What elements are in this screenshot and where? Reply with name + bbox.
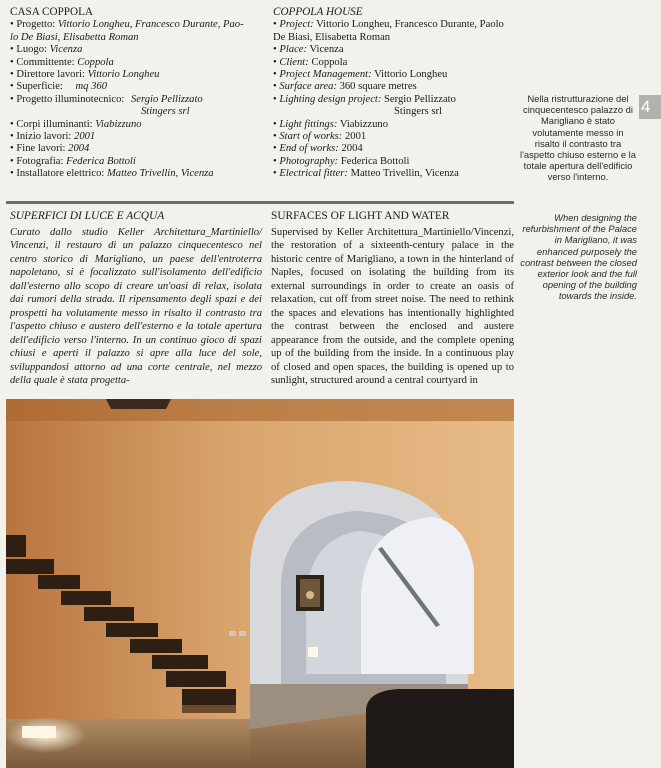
interior-photograph [6, 399, 514, 768]
spec-row-continuation: lo De Biasi, Elisabetta Roman [10, 31, 139, 43]
spec-row: • Start of works: 2001 [273, 131, 367, 143]
caption-english: When designing the refurbishment of the Palace in Marigliano, it was enhanced purposely the contrast between the closed exterior look and the full opening of the building towards the inside. [520, 212, 637, 302]
article-body-english: Supervised by Keller Architettura_Martiniello/Vincenzi, the restoration of a sixteenth-century palace in the historic centre of Marigliano, a town in the hinterland of Naples, focused on isolating the building from its external surroundings in order to create an oasis of relaxation, cut off from street noise. The need to rethink the spaces and elevations has intentionally highlighted the contrast between the enclosed and austere appearance from the outside, and the complete opening up of the building from the inside. In a continuous play of closed and open spaces, the building is opened up to sunlight, structured around a central courtyard in [271, 226, 514, 386]
page-number-tab: 4 [639, 95, 661, 119]
spec-row: • Surface area: 360 square metres [273, 81, 417, 93]
spec-title-italian: CASA COPPOLA [10, 6, 93, 18]
spec-row: • Project Management: Vittorio Longheu [273, 69, 448, 81]
spec-title-english: COPPOLA HOUSE [273, 6, 363, 18]
caption-italian: Nella ristrutturazione del cinquecentesco palazzo di Marigliano è stato volutamente messo in risalto il contrasto tra l'aspetto chiuso esterno e la totale apertura dell'edificio verso l'interno. [520, 93, 636, 183]
spec-row: • Superficie: mq 360 [10, 81, 107, 93]
spec-row: • Progetto illuminotecnico: Sergio Pellizzato [10, 93, 203, 105]
spec-row: • Electrical fitter: Matteo Trivellin, Vicenza [273, 168, 459, 180]
spec-row-continuation: De Biasi, Elisabetta Roman [273, 31, 391, 43]
spec-row: • Installatore elettrico: Matteo Trivellin, Vicenza [10, 168, 214, 180]
article-english [271, 210, 514, 388]
article-title-english: SURFACES OF LIGHT AND WATER [271, 210, 450, 222]
spec-row: • Lighting design project: Sergio Pellizzato [273, 93, 456, 105]
spec-row-continuation: Stingers srl [394, 106, 442, 118]
spec-row: • Fine lavori: 2004 [10, 143, 90, 155]
spec-row: • Place: Vicenza [273, 44, 344, 56]
article-title-italian: SUPERFICI DI LUCE E ACQUA [10, 210, 165, 222]
spec-row: • Client: Coppola [273, 56, 348, 68]
spec-row-continuation: Stingers srl [141, 106, 190, 118]
spec-row: • Project: Vittorio Longheu, Francesco Durante, Paolo [273, 19, 504, 31]
spec-row: • Progetto: Vittorio Longheu, Francesco Durante, Pao- [10, 19, 244, 31]
spec-row: • Corpi illuminanti: Viabizzuno [10, 118, 142, 130]
spec-list-italian [10, 6, 265, 181]
spec-row: • Inizio lavori: 2001 [10, 131, 96, 143]
spec-row: • Direttore lavori: Vittorio Longheu [10, 69, 160, 81]
spec-list-english [273, 6, 518, 181]
article-body-italian: Curato dallo studio Keller Architettura_Martiniello/ Vincenzi, il restauro di un palazzo cinquecentesco nel centro storico di Marigliano, un paese dell'entroterra napoletano, si è focalizzato sull'isolamento dell'edificio dall'esterno allo scopo di creare un'oasi di relax, isolata dai rumori della strada. Il ripensamento degli spazi e dei prospetti ha volutamente messo in risalto il contrasto tra l'aspetto chiuso e austero dell'esterno e la totale apertura dell'edificio verso l'interno. In un continuo gioco di spazi chiusi e aperti il palazzo si apre alla luce del sole, sviluppandosi attorno ad una corte centrale, nel mezzo della quale è stata progetta- [10, 226, 262, 386]
spec-row: • Committente: Coppola [10, 56, 114, 68]
spec-row: • Fotografia: Federica Bottoli [10, 155, 136, 167]
section-divider [6, 201, 514, 204]
article-italian [10, 210, 262, 388]
spec-row: • Luogo: Vicenza [10, 44, 83, 56]
spec-row: • Light fittings: Viabizzuno [273, 118, 389, 130]
spec-row: • End of works: 2004 [273, 143, 363, 155]
spec-row: • Photography: Federica Bottoli [273, 155, 410, 167]
